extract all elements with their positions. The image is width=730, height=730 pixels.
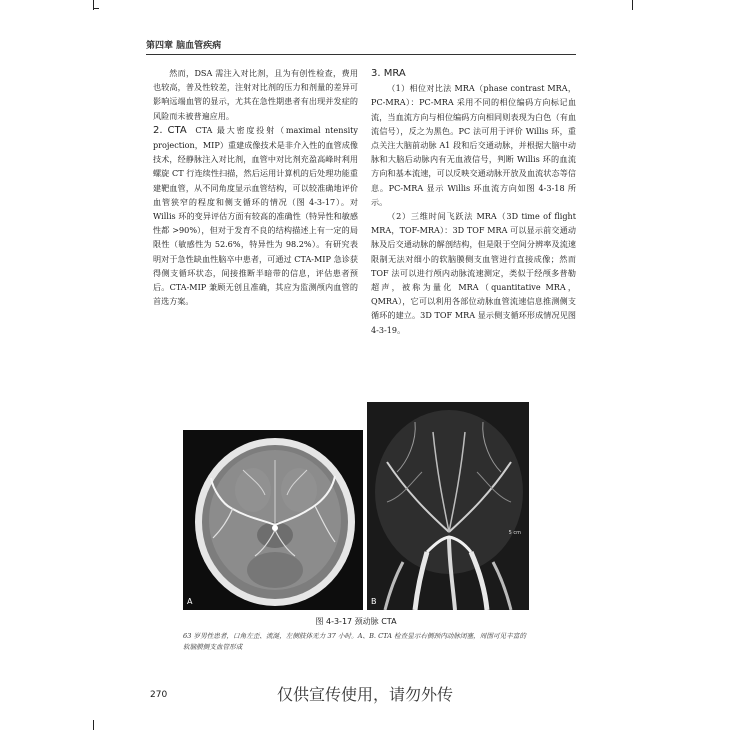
figure-label-b: B [371,597,377,606]
scale-label: 5 cm [508,530,521,536]
figure-label-a: A [187,597,193,606]
crop-mark-top-left-h [93,8,99,9]
paragraph-pc-mra: （1）相位对比法 MRA（phase contrast MRA，PC-MRA）：PC-MRA 采用不同的相位编码方向标记血流，当血流方向与相位编码方向相同则表现为白色（有血流信号），反之为黑色。PC 法可用于评价 Willis 环，重点关注大脑前动脉 A1 段和后交通动脉，并根据大脑中动脉和大脑后动脉内有无血液信号，判断 Willis 环的血流方向和基本流速，可以反映交通动脉开放及血流状态等信息。PC-MRA 显示 Willis 环血流方向如图 4-3-18 所示。 [371,83,576,207]
figure-caption-title: 图 4-3-17 颈动脉 CTA [315,617,397,626]
figure-a-axial-cta [183,430,363,610]
paragraph-tof-mra: （2）三维时间飞跃法 MRA（3D time of flight MRA，TOF-MRA）：3D TOF MRA 可以显示前交通动脉及后交通动脉的解剖结构，但是限于空间分辨率及流速限制无法对细小的软脑膜侧支血管进行直接成像；然而 TOF 法可以进行颅内动脉流速测定，类似于经颅多普勒超声，被称为量化 MRA（quantitative MRA，QMRA），它可以利用各部位动脉血管流速信息推测侧支循环的建立。3D TOF MRA 显示侧支循环形成情况见图 4-3-19。 [371,211,576,335]
paragraph-cta [153,123,358,309]
section-title-cta: 2. CTA [153,124,187,136]
cta-text: CTA 最大密度投射（maximal ntensity projection，MIP）重建成像技术是非介入性的血管成像技术，经静脉注入对比剂，血管中对比剂充盈高峰时利用螺旋 CT 行连续性扫描，然后运用计算机的后处理功能重建靶血管，从不同角度显示血管结构，可以较准确地评价血管狭窄的程度和侧支循环的情况（图 4-3-17）。对 Willis 环的变异评估方面有较高的准确性（特异性和敏感性都 >90%），但对于发育不良的结构描述上有一定的局限性（敏感性为 52.6%，特异性为 98.2%）。有研究表明对于急性缺血性脑卒中患者，可通过 CTA-MIP 急诊获得侧支循环状态，间接推断半暗带的信息，评估患者预后。CTA-MIP 兼顾无创且准确，其应为监测颅内血管的首选方案。 [153,124,359,307]
running-header [146,38,576,55]
paragraph-dsa: 然而，DSA 需注入对比剂，且为有创性检查，费用也较高，普及性较差，注射对比剂的压力和剂量的差异可影响远端血管的显示，尤其在急性期患者有出现并发症的风险而未被普遍应用。 [153,68,358,121]
mra-title-text: 3. MRA [371,68,406,79]
chapter-title: 第四章 脑血管疾病 [146,41,222,51]
watermark-text: 仅供宣传使用，请勿外传 [276,685,453,704]
figure-b-mip-cta [367,402,529,610]
section-title-mra [371,66,576,81]
crop-mark-top-right [632,0,633,10]
cta-mip-image [367,402,529,610]
figure-caption-description: 63 岁男性患者，口角左歪、流涎，左侧肢体无力 37 小时。A、B. CTA 检查显示右侧颈内动脉闭塞，周围可见丰富的软脑膜侧支血管形成 [183,632,526,651]
right-column [371,66,576,337]
brain-axial-image [183,430,363,610]
page-number: 270 [150,690,168,700]
crop-mark-bottom-left [93,720,94,730]
left-column [153,66,358,308]
